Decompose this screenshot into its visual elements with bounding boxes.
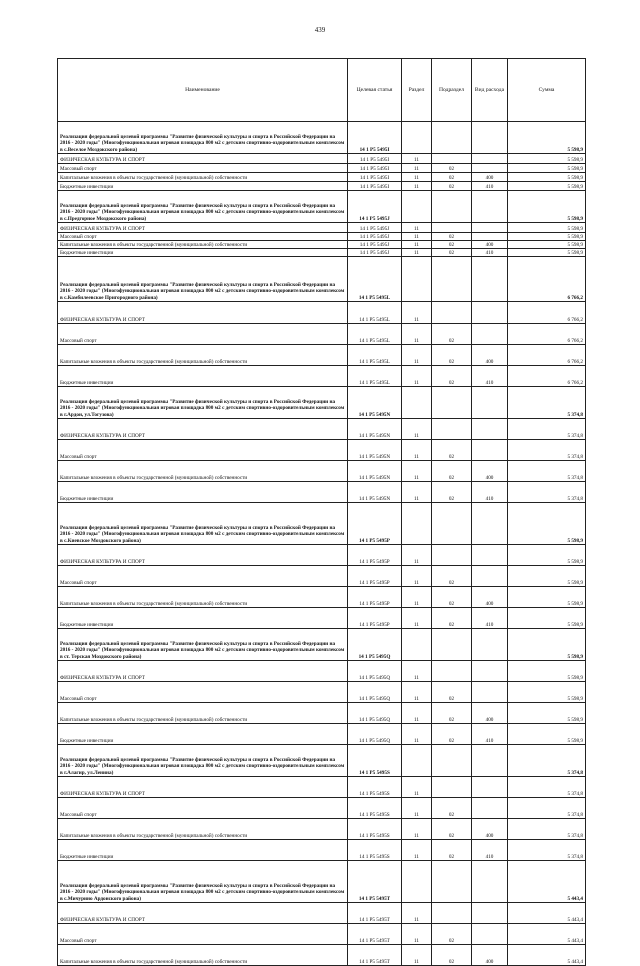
row-razdel: 11 [402,587,432,608]
row-vid: 410 [472,840,508,861]
row-podrazdel [432,661,472,682]
table-row [58,566,586,587]
row-vid: 410 [472,182,508,191]
empty-cell [472,191,508,223]
row-code: 14 1 Р5 5495J [348,249,402,257]
empty-cell [432,503,472,545]
row-vid [472,566,508,587]
program-code: 14 1 Р5 5495I [348,122,402,154]
row-name: Массовый спорт [58,440,348,461]
budget-table [57,58,586,966]
program-sum: 5 374,8 [508,387,586,419]
row-sum: 5 598,9 [508,682,586,703]
row-name: Массовый спорт [58,566,348,587]
row-sum: 5 598,9 [508,241,586,249]
row-sum: 5 374,8 [508,777,586,798]
row-code: 14 1 Р5 5495S [348,840,402,861]
row-sum: 5 443,4 [508,903,586,924]
row-podrazdel: 02 [432,440,472,461]
row-podrazdel [432,154,472,164]
col-name-header: Наименование [58,59,348,122]
row-podrazdel: 02 [432,324,472,345]
program-title: Реализация федеральной целевой программы "Развитие физической культуры и спорта в Российской Федерации на 2016 - 2020 годы" (Многофункциональная игровая площадка 800 м2 с детским спортивно-оздоровительным комплексом в с.Веселое Моздокского района) [58,122,348,154]
col-razdel-header: Раздел [402,59,432,122]
row-code: 14 1 Р5 5495N [348,461,402,482]
row-podrazdel: 02 [432,249,472,257]
row-code: 14 1 Р5 5495I [348,173,402,182]
row-code: 14 1 Р5 5495L [348,366,402,387]
row-podrazdel: 02 [432,819,472,840]
row-code: 14 1 Р5 5495L [348,302,402,324]
table-row [58,587,586,608]
row-sum: 6 766,2 [508,345,586,366]
empty-cell [472,745,508,777]
row-code: 14 1 Р5 5495Q [348,682,402,703]
row-code: 14 1 Р5 5495I [348,154,402,164]
row-sum: 5 598,9 [508,661,586,682]
row-razdel: 11 [402,903,432,924]
row-vid: 400 [472,461,508,482]
row-razdel: 11 [402,324,432,345]
row-podrazdel: 02 [432,461,472,482]
page-number: 439 [314,26,326,34]
program-header-row [58,387,586,419]
table-row [58,173,586,182]
row-code: 14 1 Р5 5495I [348,182,402,191]
row-razdel: 11 [402,223,432,233]
row-vid: 400 [472,173,508,182]
row-sum: 5 598,9 [508,223,586,233]
program-header-row [58,122,586,154]
row-podrazdel: 02 [432,241,472,249]
row-name: Капитальные вложения в объекты государственной (муниципальной) собственности [58,173,348,182]
table-row [58,223,586,233]
table-row [58,440,586,461]
row-name: ФИЗИЧЕСКАЯ КУЛЬТУРА И СПОРТ [58,777,348,798]
row-vid [472,924,508,945]
program-sum: 5 598,9 [508,191,586,223]
row-razdel: 11 [402,682,432,703]
row-razdel: 11 [402,440,432,461]
table-row [58,798,586,819]
row-name: Массовый спорт [58,233,348,241]
empty-cell [402,503,432,545]
row-code: 14 1 Р5 5495N [348,440,402,461]
row-podrazdel [432,777,472,798]
row-vid [472,545,508,566]
row-sum: 5 598,9 [508,182,586,191]
empty-cell [402,387,432,419]
program-sum: 5 598,9 [508,629,586,661]
table-row [58,545,586,566]
row-razdel: 11 [402,249,432,257]
row-vid [472,324,508,345]
row-razdel: 11 [402,173,432,182]
empty-cell [402,122,432,154]
empty-cell [402,191,432,223]
row-razdel: 11 [402,302,432,324]
table-row [58,840,586,861]
row-vid [472,223,508,233]
empty-cell [472,861,508,903]
row-name: ФИЗИЧЕСКАЯ КУЛЬТУРА И СПОРТ [58,419,348,440]
row-podrazdel: 02 [432,924,472,945]
program-header-row [58,191,586,223]
program-code: 14 1 Р5 5495Q [348,629,402,661]
row-razdel: 11 [402,482,432,503]
row-code: 14 1 Р5 5495L [348,324,402,345]
table-body [58,122,586,966]
row-podrazdel: 02 [432,703,472,724]
row-code: 14 1 Р5 5495J [348,223,402,233]
row-code: 14 1 Р5 5495S [348,798,402,819]
program-code: 14 1 Р5 5495N [348,387,402,419]
row-razdel: 11 [402,777,432,798]
program-code: 14 1 Р5 5495T [348,861,402,903]
empty-cell [432,387,472,419]
row-sum: 5 374,8 [508,461,586,482]
table-row [58,233,586,241]
row-sum: 5 598,9 [508,608,586,629]
empty-cell [432,191,472,223]
row-sum: 5 598,9 [508,154,586,164]
program-sum: 5 374,8 [508,745,586,777]
row-sum: 5 374,8 [508,419,586,440]
row-code: 14 1 Р5 5495J [348,241,402,249]
row-sum: 6 766,2 [508,366,586,387]
row-vid [472,777,508,798]
col-sum-header: Сумма [508,59,586,122]
row-sum: 6 766,2 [508,302,586,324]
table-row [58,345,586,366]
table-row [58,924,586,945]
row-vid [472,164,508,173]
row-vid: 410 [472,366,508,387]
row-vid: 410 [472,249,508,257]
row-razdel: 11 [402,608,432,629]
col-vid-header: Вид расхода [472,59,508,122]
row-vid [472,440,508,461]
row-sum: 5 598,9 [508,249,586,257]
row-code: 14 1 Р5 5495J [348,233,402,241]
row-name: Бюджетные инвестиции [58,182,348,191]
empty-cell [402,861,432,903]
row-podrazdel: 02 [432,164,472,173]
row-name: Бюджетные инвестиции [58,366,348,387]
row-razdel: 11 [402,461,432,482]
row-code: 14 1 Р5 5495S [348,777,402,798]
table-row [58,819,586,840]
row-name: Бюджетные инвестиции [58,249,348,257]
row-name: ФИЗИЧЕСКАЯ КУЛЬТУРА И СПОРТ [58,223,348,233]
row-vid [472,302,508,324]
row-razdel: 11 [402,924,432,945]
program-header-row [58,861,586,903]
program-title: Реализация федеральной целевой программы "Развитие физической культуры и спорта в Российской Федерации на 2016 - 2020 годы" (Многофункциональная игровая площадка 800 м2 с детским спортивно-оздоровительным комплексом в с.Киевское Моздокского района) [58,503,348,545]
row-razdel: 11 [402,945,432,966]
table-row [58,777,586,798]
program-header-row [58,503,586,545]
row-code: 14 1 Р5 5495T [348,903,402,924]
program-header-row [58,629,586,661]
row-name: Капитальные вложения в объекты государственной (муниципальной) собственности [58,241,348,249]
row-podrazdel: 02 [432,587,472,608]
row-sum: 5 443,4 [508,924,586,945]
row-podrazdel [432,302,472,324]
table-row [58,366,586,387]
program-sum: 5 598,9 [508,503,586,545]
row-razdel: 11 [402,566,432,587]
row-razdel: 11 [402,154,432,164]
row-code: 14 1 Р5 5495Q [348,703,402,724]
empty-cell [432,629,472,661]
row-code: 14 1 Р5 5495P [348,587,402,608]
row-razdel: 11 [402,241,432,249]
empty-cell [472,503,508,545]
row-sum: 5 598,9 [508,724,586,745]
row-podrazdel: 02 [432,482,472,503]
row-sum: 5 374,8 [508,840,586,861]
col-code-header: Целевая статья [348,59,402,122]
row-podrazdel [432,223,472,233]
program-sum: 6 766,2 [508,257,586,302]
row-name: Капитальные вложения в объекты государственной (муниципальной) собственности [58,703,348,724]
table-row [58,682,586,703]
program-code: 14 1 Р5 5495P [348,503,402,545]
row-razdel: 11 [402,840,432,861]
row-name: ФИЗИЧЕСКАЯ КУЛЬТУРА И СПОРТ [58,154,348,164]
row-podrazdel [432,419,472,440]
row-code: 14 1 Р5 5495Q [348,661,402,682]
empty-cell [472,629,508,661]
row-razdel: 11 [402,366,432,387]
row-podrazdel: 02 [432,182,472,191]
row-sum: 5 598,9 [508,587,586,608]
row-name: ФИЗИЧЕСКАЯ КУЛЬТУРА И СПОРТ [58,661,348,682]
row-vid [472,661,508,682]
table-row [58,945,586,966]
row-podrazdel: 02 [432,366,472,387]
row-podrazdel: 02 [432,608,472,629]
row-code: 14 1 Р5 5495N [348,419,402,440]
table-row [58,903,586,924]
row-name: Бюджетные инвестиции [58,724,348,745]
row-razdel: 11 [402,798,432,819]
row-razdel: 11 [402,345,432,366]
table-header-row [58,59,586,122]
empty-cell [472,387,508,419]
table-row [58,461,586,482]
row-podrazdel: 02 [432,233,472,241]
program-header-row [58,745,586,777]
row-vid [472,419,508,440]
row-sum: 5 598,9 [508,566,586,587]
row-code: 14 1 Р5 5495L [348,345,402,366]
row-name: Капитальные вложения в объекты государственной (муниципальной) собственности [58,587,348,608]
row-vid: 400 [472,587,508,608]
row-podrazdel: 02 [432,566,472,587]
table-row [58,154,586,164]
row-vid [472,798,508,819]
table-row [58,482,586,503]
row-vid: 410 [472,724,508,745]
row-code: 14 1 Р5 5495T [348,945,402,966]
row-razdel: 11 [402,819,432,840]
row-name: Бюджетные инвестиции [58,840,348,861]
row-code: 14 1 Р5 5495P [348,608,402,629]
row-name: Капитальные вложения в объекты государственной (муниципальной) собственности [58,819,348,840]
row-name: Массовый спорт [58,324,348,345]
row-code: 14 1 Р5 5495P [348,566,402,587]
row-vid [472,682,508,703]
table-row [58,182,586,191]
row-sum: 5 598,9 [508,233,586,241]
program-title: Реализация федеральной целевой программы "Развитие физической культуры и спорта в Российской Федерации на 2016 - 2020 годы" (Многофункциональная игровая площадка 800 м2 с детским спортивно-оздоровительным комплексом в г.Ардон, ул.Тогузова) [58,387,348,419]
program-code: 14 1 Р5 5495J [348,191,402,223]
program-title: Реализация федеральной целевой программы "Развитие физической культуры и спорта в Российской Федерации на 2016 - 2020 годы" (Многофункциональная игровая площадка 800 м2 с детским спортивно-оздоровительным комплексом в с.Предгорное Моздокского района) [58,191,348,223]
row-sum: 5 598,9 [508,703,586,724]
program-code: 14 1 Р5 5495L [348,257,402,302]
table-row [58,302,586,324]
row-podrazdel: 02 [432,682,472,703]
program-sum: 5 598,9 [508,122,586,154]
row-name: ФИЗИЧЕСКАЯ КУЛЬТУРА И СПОРТ [58,545,348,566]
row-sum: 5 443,4 [508,945,586,966]
row-name: Бюджетные инвестиции [58,482,348,503]
empty-cell [402,745,432,777]
empty-cell [432,257,472,302]
row-name: ФИЗИЧЕСКАЯ КУЛЬТУРА И СПОРТ [58,903,348,924]
row-sum: 5 598,9 [508,173,586,182]
empty-cell [402,257,432,302]
row-sum: 5 598,9 [508,545,586,566]
row-sum: 6 766,2 [508,324,586,345]
row-vid: 410 [472,608,508,629]
row-name: Капитальные вложения в объекты государственной (муниципальной) собственности [58,461,348,482]
empty-cell [472,257,508,302]
row-vid [472,154,508,164]
program-sum: 5 443,4 [508,861,586,903]
row-podrazdel: 02 [432,840,472,861]
row-code: 14 1 Р5 5495I [348,164,402,173]
program-title: Реализация федеральной целевой программы "Развитие физической культуры и спорта в Российской Федерации на 2016 - 2020 годы" (Многофункциональная игровая площадка 800 м2 с детским спортивно-оздоровительным комплексом в ст. Терская Моздокского района) [58,629,348,661]
empty-cell [402,629,432,661]
row-razdel: 11 [402,233,432,241]
empty-cell [432,122,472,154]
row-razdel: 11 [402,182,432,191]
row-name: Бюджетные инвестиции [58,608,348,629]
row-sum: 5 374,8 [508,482,586,503]
row-sum: 5 374,8 [508,819,586,840]
row-podrazdel: 02 [432,345,472,366]
col-podrazdel-header: Подраздел [432,59,472,122]
row-razdel: 11 [402,545,432,566]
table-row [58,241,586,249]
row-podrazdel [432,903,472,924]
row-code: 14 1 Р5 5495Q [348,724,402,745]
table-row [58,249,586,257]
row-name: Массовый спорт [58,164,348,173]
empty-cell [432,861,472,903]
program-title: Реализация федеральной целевой программы "Развитие физической культуры и спорта в Российской Федерации на 2016 - 2020 годы" (Многофункциональная игровая площадка 800 м2 с детским спортивно-оздоровительным комплексом в г.Алагир, ул.Ленина) [58,745,348,777]
row-name: Массовый спорт [58,798,348,819]
table-row [58,419,586,440]
row-podrazdel [432,545,472,566]
row-name: Капитальные вложения в объекты государственной (муниципальной) собственности [58,945,348,966]
row-vid [472,233,508,241]
row-razdel: 11 [402,724,432,745]
row-code: 14 1 Р5 5495N [348,482,402,503]
row-sum: 5 374,8 [508,440,586,461]
row-podrazdel: 02 [432,173,472,182]
row-vid [472,903,508,924]
row-podrazdel: 02 [432,945,472,966]
program-code: 14 1 Р5 5495S [348,745,402,777]
program-title: Реализация федеральной целевой программы "Развитие физической культуры и спорта в Российской Федерации на 2016 - 2020 годы" (Многофункциональная игровая площадка 800 м2 с детским спортивно-оздоровительным комплексом в с.Мичурино Ардонского района) [58,861,348,903]
row-vid: 410 [472,482,508,503]
table-row [58,703,586,724]
row-name: Массовый спорт [58,682,348,703]
row-vid: 400 [472,345,508,366]
row-vid: 400 [472,703,508,724]
table-row [58,608,586,629]
table-row [58,324,586,345]
program-title: Реализация федеральной целевой программы "Развитие физической культуры и спорта в Российской Федерации на 2016 - 2020 годы" (Многофункциональная игровая площадка 800 м2 с детским спортивно-оздоровительным комплексом в с.Камбилеевское Пригородного района) [58,257,348,302]
row-razdel: 11 [402,661,432,682]
empty-cell [432,745,472,777]
row-razdel: 11 [402,419,432,440]
table-row [58,724,586,745]
program-header-row [58,257,586,302]
row-razdel: 11 [402,703,432,724]
row-name: Массовый спорт [58,924,348,945]
row-sum: 5 598,9 [508,164,586,173]
row-name: ФИЗИЧЕСКАЯ КУЛЬТУРА И СПОРТ [58,302,348,324]
row-vid: 400 [472,241,508,249]
row-podrazdel: 02 [432,724,472,745]
row-podrazdel: 02 [432,798,472,819]
table-row [58,164,586,173]
empty-cell [472,122,508,154]
row-code: 14 1 Р5 5495P [348,545,402,566]
row-razdel: 11 [402,164,432,173]
row-sum: 5 374,8 [508,798,586,819]
row-code: 14 1 Р5 5495T [348,924,402,945]
row-name: Капитальные вложения в объекты государственной (муниципальной) собственности [58,345,348,366]
row-vid: 400 [472,819,508,840]
row-code: 14 1 Р5 5495S [348,819,402,840]
table-row [58,661,586,682]
row-vid: 400 [472,945,508,966]
